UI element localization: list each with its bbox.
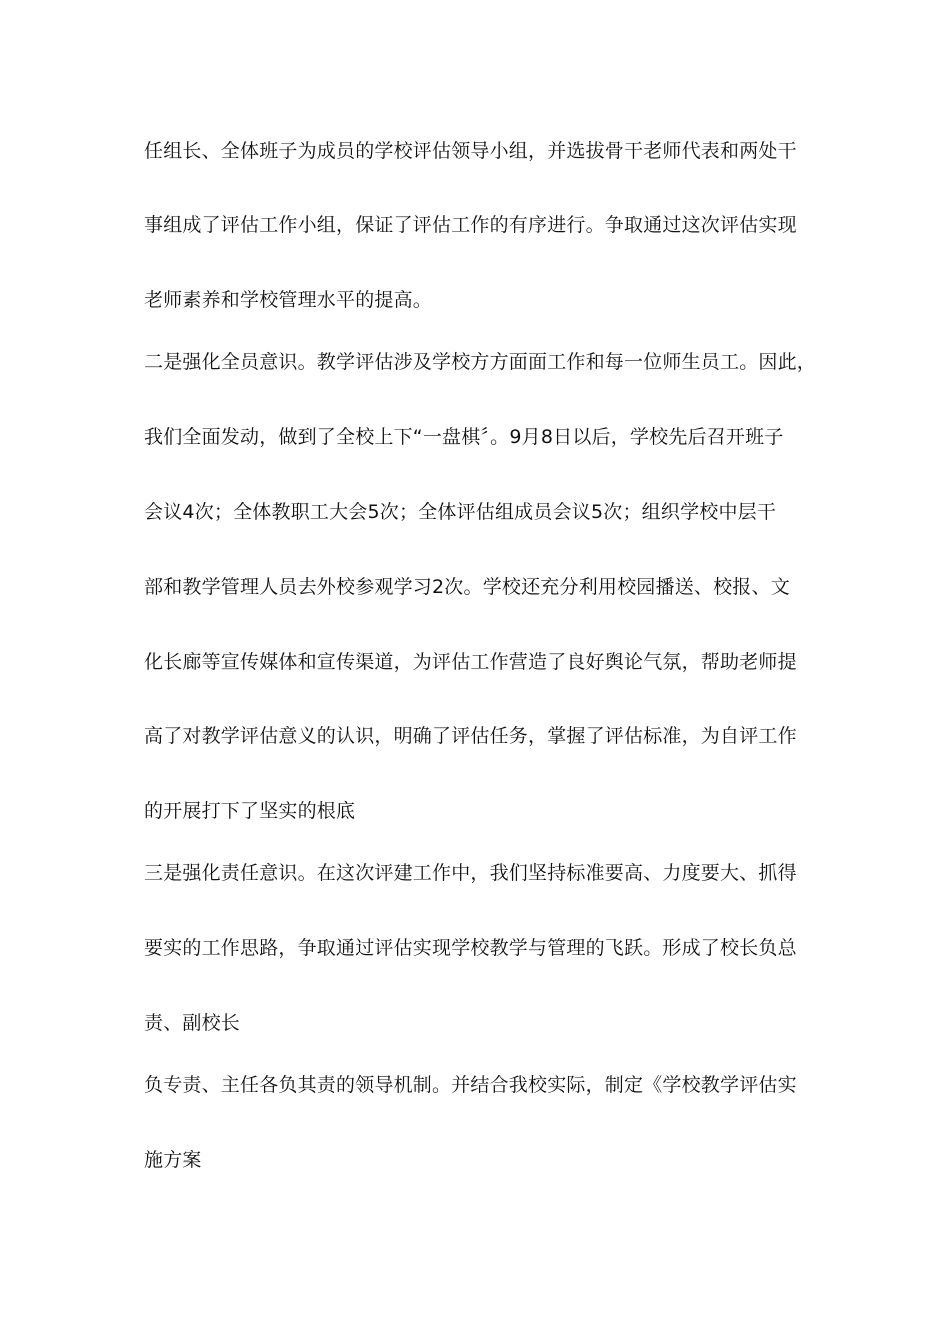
- paragraph-line: 施方案: [144, 1149, 202, 1171]
- paragraph-line: 部和教学管理人员去外校参观学习2次。学校还充分利用校园播送、校报、文: [144, 576, 790, 598]
- paragraph-line: 我们全面发动，做到了全校上下“一盘棋〞。9月8日以后，学校先后召开班子: [144, 426, 784, 448]
- paragraph-line: 责、副校长: [144, 1012, 241, 1034]
- paragraph-line: 会议4次；全体教职工大会5次；全体评估组成员会议5次；组织学校中层干: [144, 501, 777, 523]
- paragraph-line: 要实的工作思路，争取通过评估实现学校教学与管理的飞跃。形成了校长负总: [144, 937, 797, 959]
- paragraph-line: 任组长、全体班子为成员的学校评估领导小组，并选拔骨干老师代表和两处干: [144, 140, 797, 162]
- paragraph-line: 负专责、主任各负其责的领导机制。并结合我校实际，制定《学校教学评估实: [144, 1074, 797, 1096]
- paragraph-line: 三是强化责任意识。在这次评建工作中，我们坚持标准要高、力度要大、抓得: [144, 862, 797, 884]
- paragraph-line: 二是强化全员意识。教学评估涉及学校方方面面工作和每一位师生员工。因此，: [144, 351, 817, 373]
- paragraph-line: 老师素养和学校管理水平的提高。: [144, 289, 433, 311]
- paragraph-line: 高了对教学评估意义的认识，明确了评估任务，掌握了评估标准，为自评工作: [144, 725, 797, 747]
- paragraph-line: 化长廊等宣传媒体和宣传渠道，为评估工作营造了良好舆论气氛，帮助老师提: [144, 651, 797, 673]
- paragraph-line: 事组成了评估工作小组，保证了评估工作的有序进行。争取通过这次评估实现: [144, 214, 797, 236]
- paragraph-line: 的开展打下了坚实的根底: [144, 800, 356, 822]
